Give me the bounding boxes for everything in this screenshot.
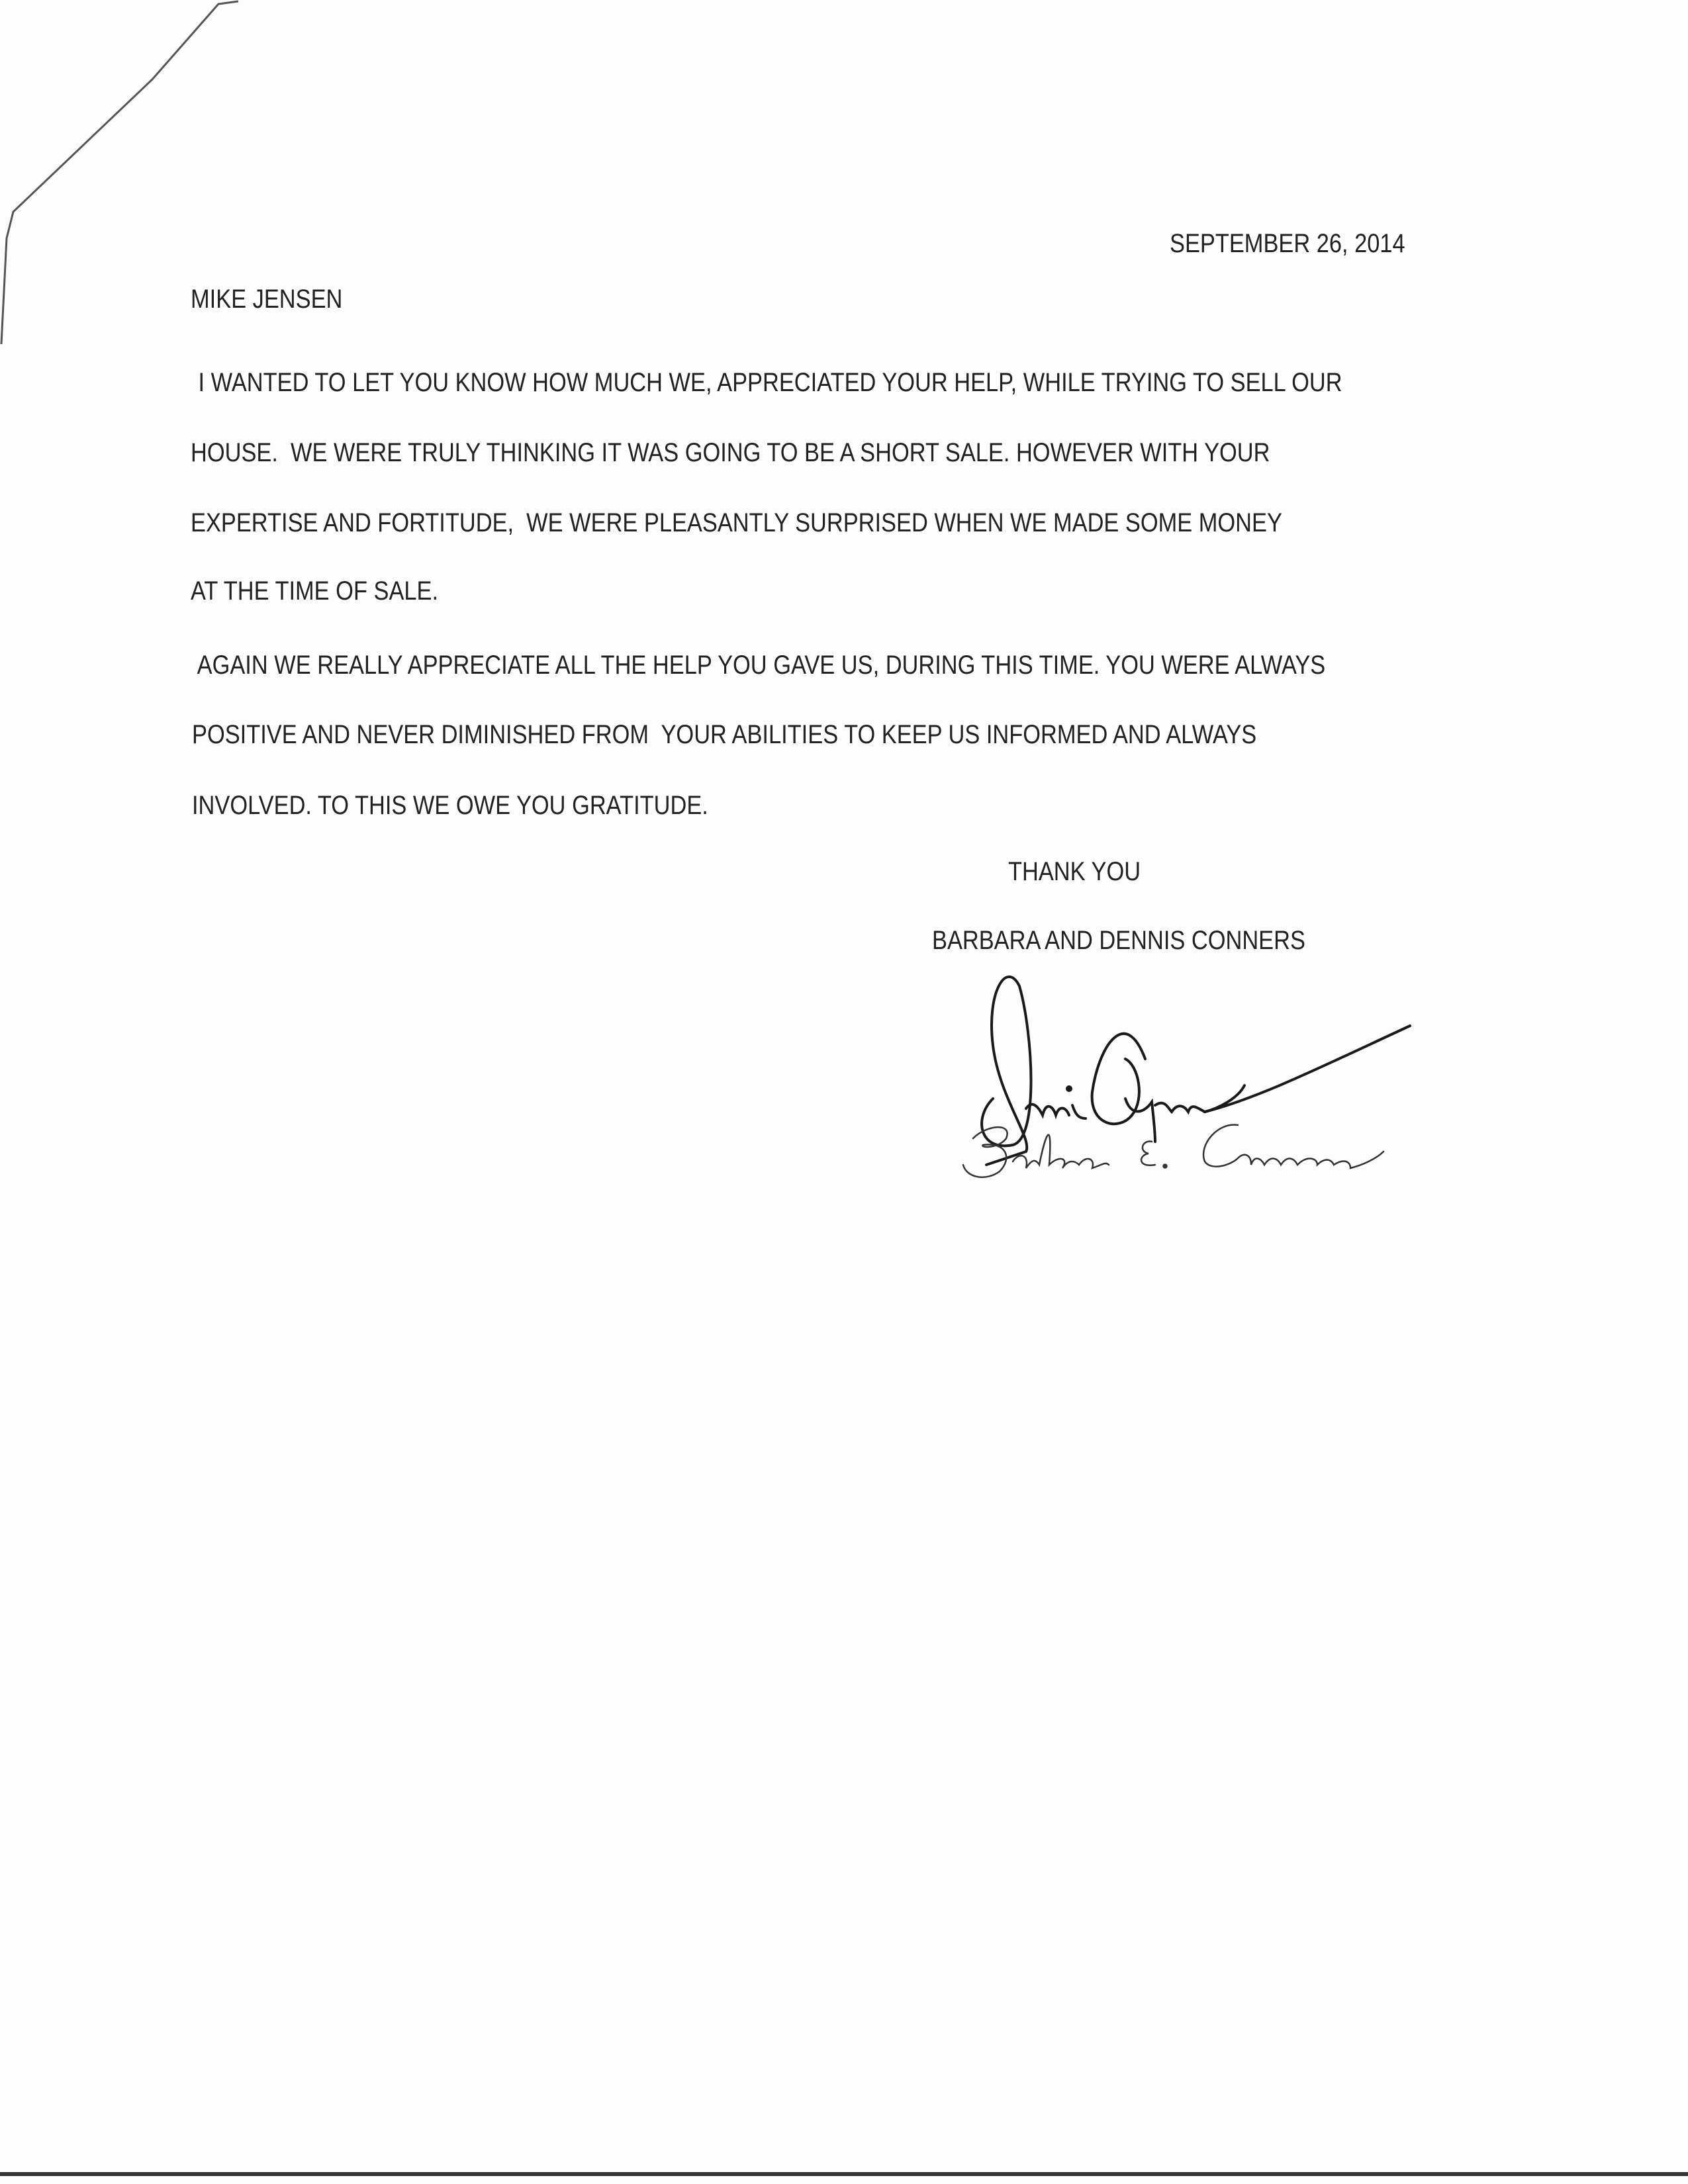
- recipient-name: MIKE JENSEN: [191, 285, 343, 314]
- body-line: INVOLVED. TO THIS WE OWE YOU GRATITUDE.: [192, 791, 708, 820]
- body-line: AT THE TIME OF SALE.: [191, 576, 439, 606]
- folded-corner-edge: [0, 0, 265, 371]
- body-line: HOUSE. WE WERE TRULY THINKING IT WAS GOING TO BE A SHORT SALE. HOWEVER WITH YOUR: [191, 438, 1270, 467]
- letter-date: SEPTEMBER 26, 2014: [1170, 229, 1405, 258]
- body-line: EXPERTISE AND FORTITUDE, WE WERE PLEASANTLY SURPRISED WHEN WE MADE SOME MONEY: [191, 508, 1282, 537]
- body-line: POSITIVE AND NEVER DIMINISHED FROM YOUR ABILITIES TO KEEP US INFORMED AND ALWAYS: [192, 720, 1257, 749]
- closing: THANK YOU: [1008, 857, 1141, 886]
- body-line: AGAIN WE REALLY APPRECIATE ALL THE HELP YOU GAVE US, DURING THIS TIME. YOU WERE ALWAYS: [192, 651, 1326, 680]
- page-bottom-edge: [0, 2172, 1688, 2176]
- handwritten-signatures: [927, 966, 1443, 1191]
- signers-names: BARBARA AND DENNIS CONNERS: [932, 926, 1305, 955]
- body-line: I WANTED TO LET YOU KNOW HOW MUCH WE, APPRECIATED YOUR HELP, WHILE TRYING TO SELL OUR: [192, 368, 1342, 397]
